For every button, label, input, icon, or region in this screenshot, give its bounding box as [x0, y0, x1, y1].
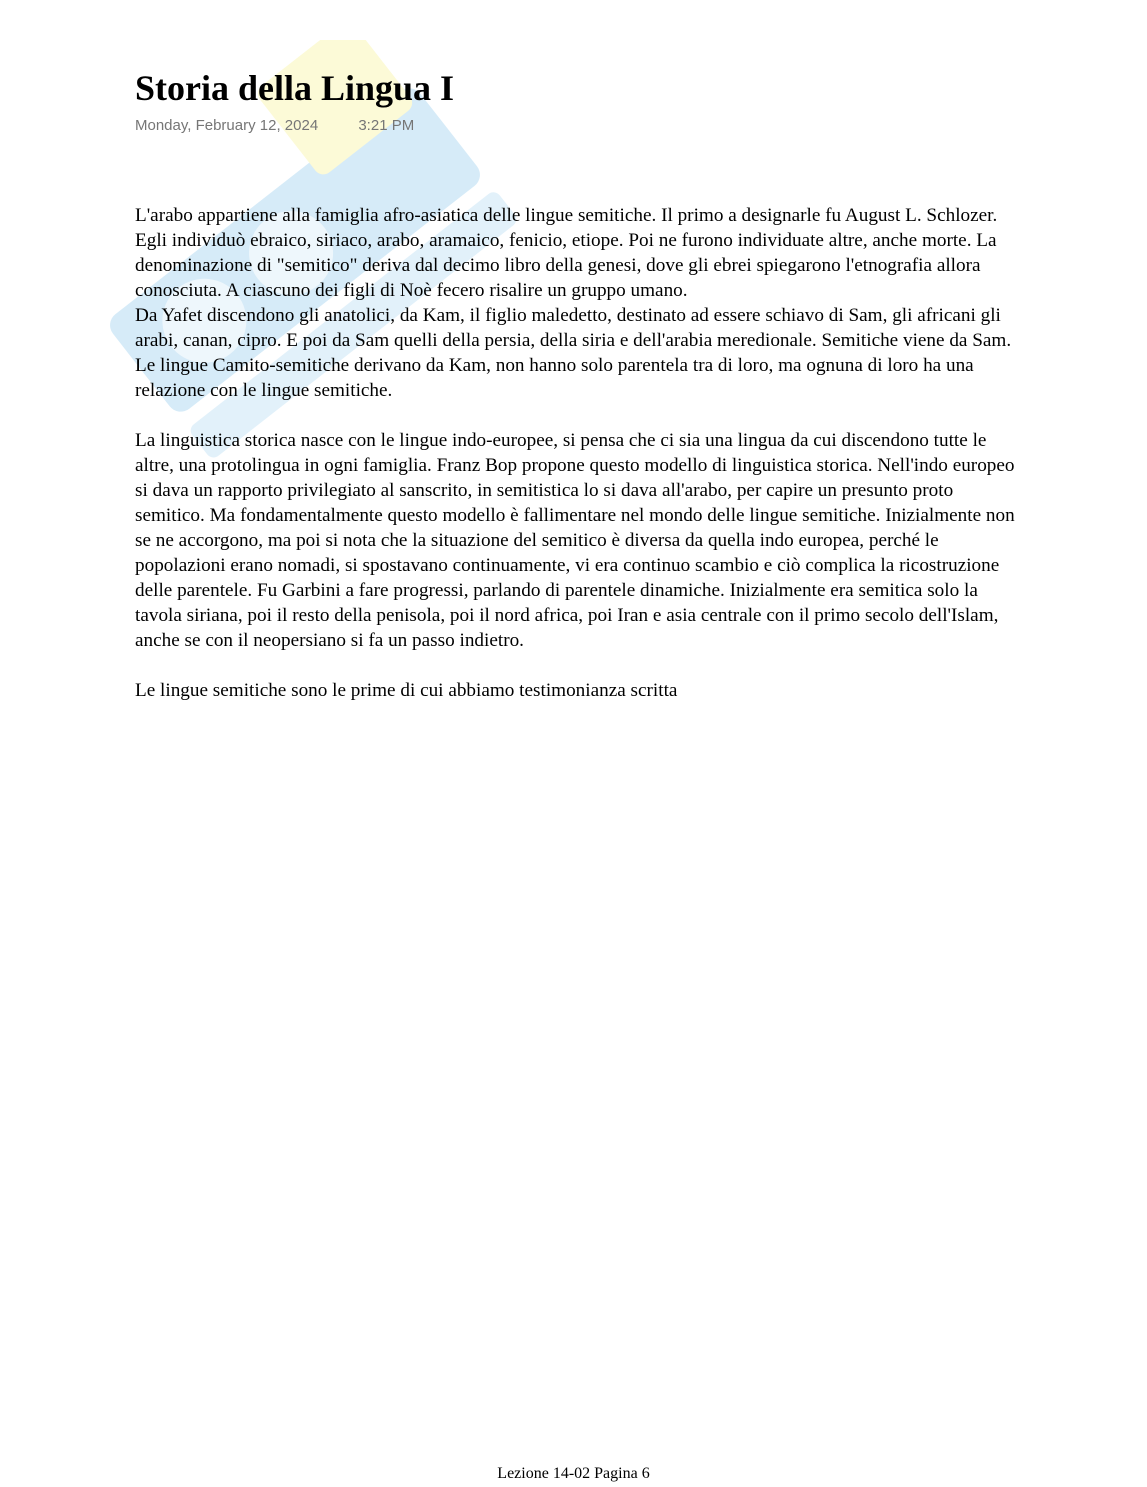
paragraph: Da Yafet discendono gli anatolici, da Kam, il figlio maledetto, destinato ad essere schiavo di Sam, gli africani gli arabi, canan, cipro. E poi da Sam quelli della persia, della siria e dell'arabia meredionale. Semitiche viene da Sam. Le lingue Camito-semitiche derivano da Kam, non hanno solo parentela tra di loro, ma ognuna di loro ha una relazione con le lingue semitiche. — [135, 305, 1012, 401]
note-body — [135, 203, 1015, 728]
paragraph: Le lingue semitiche sono le prime di cui abbiamo testimonianza scritta — [135, 680, 678, 701]
note-date: Monday, February 12, 2024 — [135, 117, 319, 134]
paragraph: L'arabo appartiene alla famiglia afro-asiatica delle lingue semitiche. Il primo a designarle fu August L. Schlozer. Egli individuò ebraico, siriaco, arabo, aramaico, fenicio, etiope. Poi ne furono individuate altre, anche morte. La denominazione di "semitico" deriva dal decimo libro della genesi, dove gli ebrei spiegarono l'etnografia allora conosciuta. A ciascuno dei figli di Noè fecero risalire un gruppo umano. — [135, 205, 998, 301]
page-title: Storia della Lingua I — [135, 68, 455, 108]
note-metadata — [135, 116, 414, 136]
paragraph: La linguistica storica nasce con le lingue indo-europee, si pensa che ci sia una lingua da cui discendono tutte le altre, una protolingua in ogni famiglia. Franz Bop propone questo modello di linguistica storica. Nell'indo europeo si dava un rapporto privilegiato al sanscrito, in semitistica lo si dava all'arabo, per capire un presunto proto semitico. Ma fondamentalmente questo modello è fallimentare nel mondo delle lingue semitiche. Inizialmente non se ne accorgono, ma poi si nota che la situazione del semitico è diversa da quella indo europea, perché le popolazioni erano nomadi, si spostavano continuamente, vi era continuo scambio e ciò complica la ricostruzione delle parentele. Fu Garbini a fare progressi, parlando di parentele dinamiche. Inizialmente era semitica solo la tavola siriana, poi il resto della penisola, poi il nord africa, poi Iran e asia centrale con il primo secolo dell'Islam, anche se con il neopersiano si fa un passo indietro. — [135, 430, 1015, 651]
page-footer: Lezione 14-02 Pagina 6 — [497, 1465, 650, 1482]
note-time: 3:21 PM — [358, 117, 415, 134]
